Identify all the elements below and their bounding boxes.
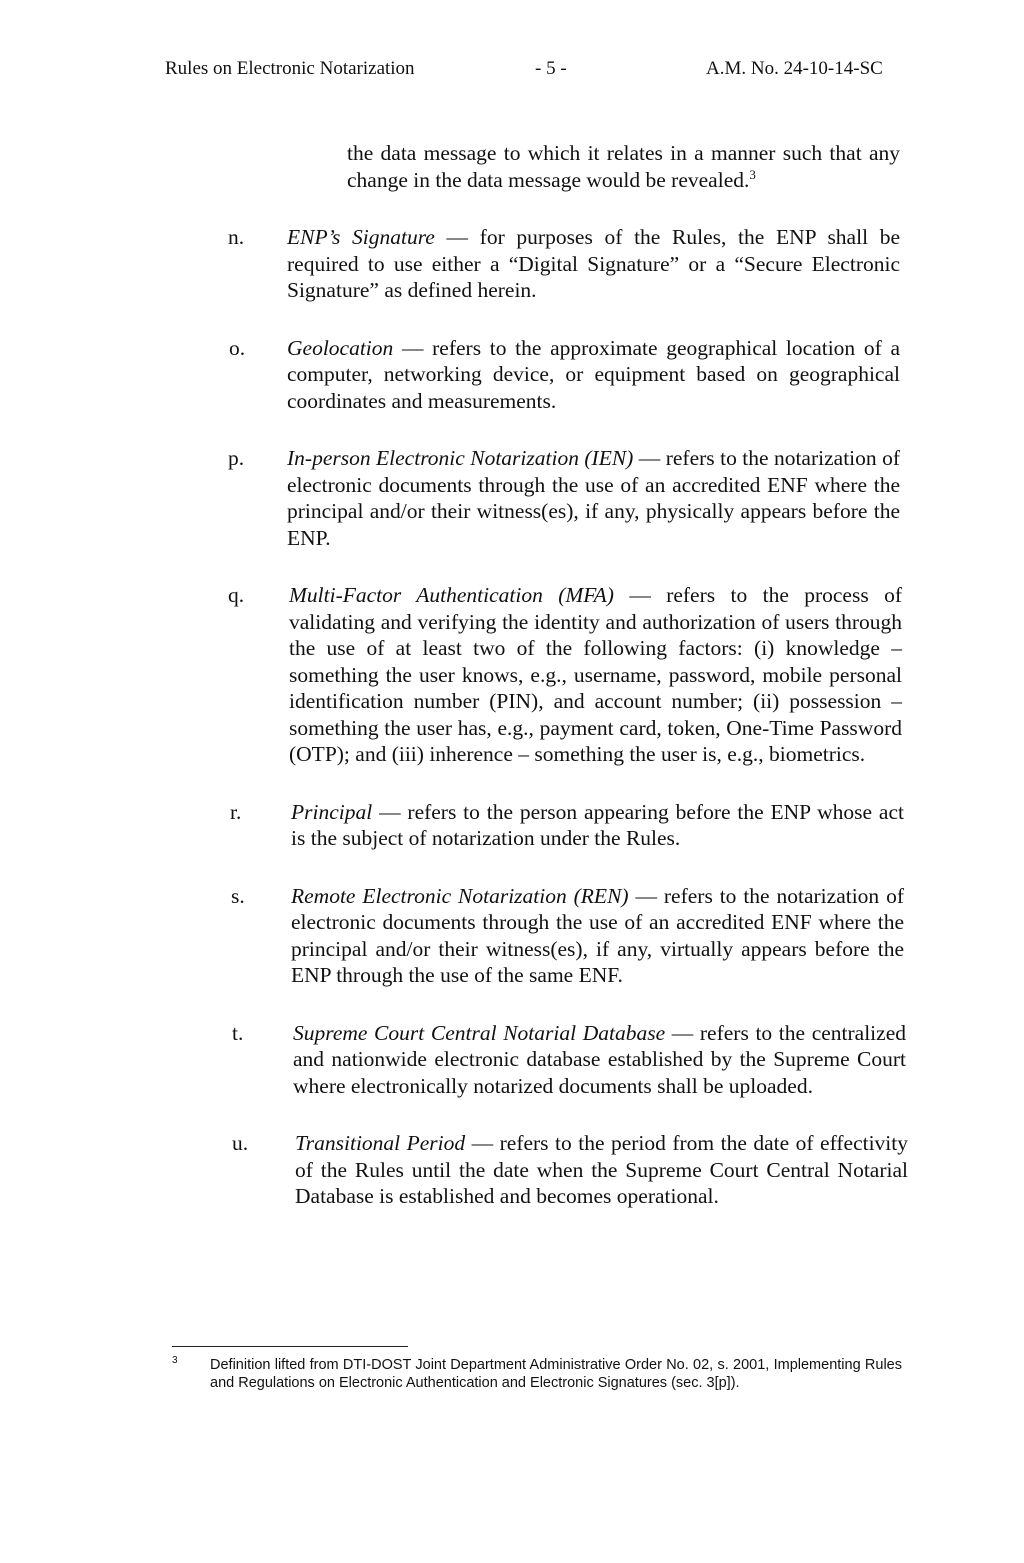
item-letter: t. [232,1020,244,1045]
definition-text: — refers to the notarization of electronic documents through the use of an accredited ENF where the principal and/or their witness(es), if any, virtually appears before the ENP through the use of the same ENF. [291,883,904,987]
item-letter: n. [228,225,245,249]
item-letter: r. [230,799,242,824]
item-letter: p. [228,446,245,470]
defined-term: Transitional Period [295,1131,466,1155]
defined-term: ENP’s Signature [287,225,435,249]
definition-item [232,1130,909,1210]
definition-text: — refers to the approximate geographical location of a computer, networking device, or equipment based on geographical coordinates and measurements. [287,335,900,413]
defined-term: Multi-Factor Authentication (MFA) [289,583,614,607]
footnote-reference: 3 [749,166,756,182]
item-letter: u. [232,1131,249,1155]
definition-text: — refers to the process of validating and verifying the identity and authorization of users through the use of at least two of the following factors: (i) knowledge – something the user knows, e.g., username, password, mobile personal identification number (PIN), and account number; (ii) possession – something the user has, e.g., payment card, token, One-Time Password (OTP); and (iii) inherence – something the user is, e.g., biometrics. [289,583,902,766]
continuation-text: the data message to which it relates in a manner such that any change in the data message would be revealed. [347,141,900,192]
page-header [0,58,1024,84]
header-title: Rules on Electronic Notarization [165,58,415,79]
definition-item [228,582,902,768]
defined-term: Principal [291,799,373,824]
definition-item [229,335,900,415]
definition-text: — for purposes of the Rules, the ENP shall be required to use either a “Digital Signature” or a “Secure Electronic Signature” as defined herein. [287,225,901,302]
page-number: - 5 - [535,58,567,79]
definition-text: — refers to the notarization of electronic documents through the use of an accredited ENF where the principal and/or their witness(es), if any, physically appears before the ENP. [287,446,900,550]
footnote-divider [172,1346,408,1347]
definition-item [231,883,904,989]
definition-text: — refers to the person appearing before the ENP whose act is the subject of notarization under the Rules. [291,799,904,850]
definition-text: — refers to the period from the date of effectivity of the Rules until the date when the Supreme Court Central Notarial Database is established and becomes operational. [295,1131,909,1208]
case-number: A.M. No. 24-10-14-SC [706,58,883,79]
item-letter: q. [228,583,245,607]
footnote-text: Definition lifted from DTI-DOST Joint Department Administrative Order No. 02, s. 2001, Implementing Rules and Regulations on Electronic Authentication and Electronic Signatures (sec. 3[p]). [210,1357,902,1391]
definition-text: — refers to the centralized and nationwide electronic database established by the Supreme Court where electronically notarized documents shall be uploaded. [293,1020,906,1098]
footnote [172,1356,902,1392]
definition-item [230,799,904,852]
item-letter: s. [231,883,245,908]
defined-term: Geolocation [287,335,394,360]
item-letter: o. [229,335,246,360]
definition-item [232,1020,906,1100]
definitions-body [0,140,1024,1241]
defined-term: In-person Electronic Notarization (IEN) [287,446,634,470]
footnote-number: 3 [172,1355,178,1366]
defined-term: Supreme Court Central Notarial Database [293,1020,666,1045]
definition-item [228,445,900,551]
defined-term: Remote Electronic Notarization (REN) [291,883,629,908]
definition-item [228,224,901,304]
continuation-paragraph [347,140,900,193]
